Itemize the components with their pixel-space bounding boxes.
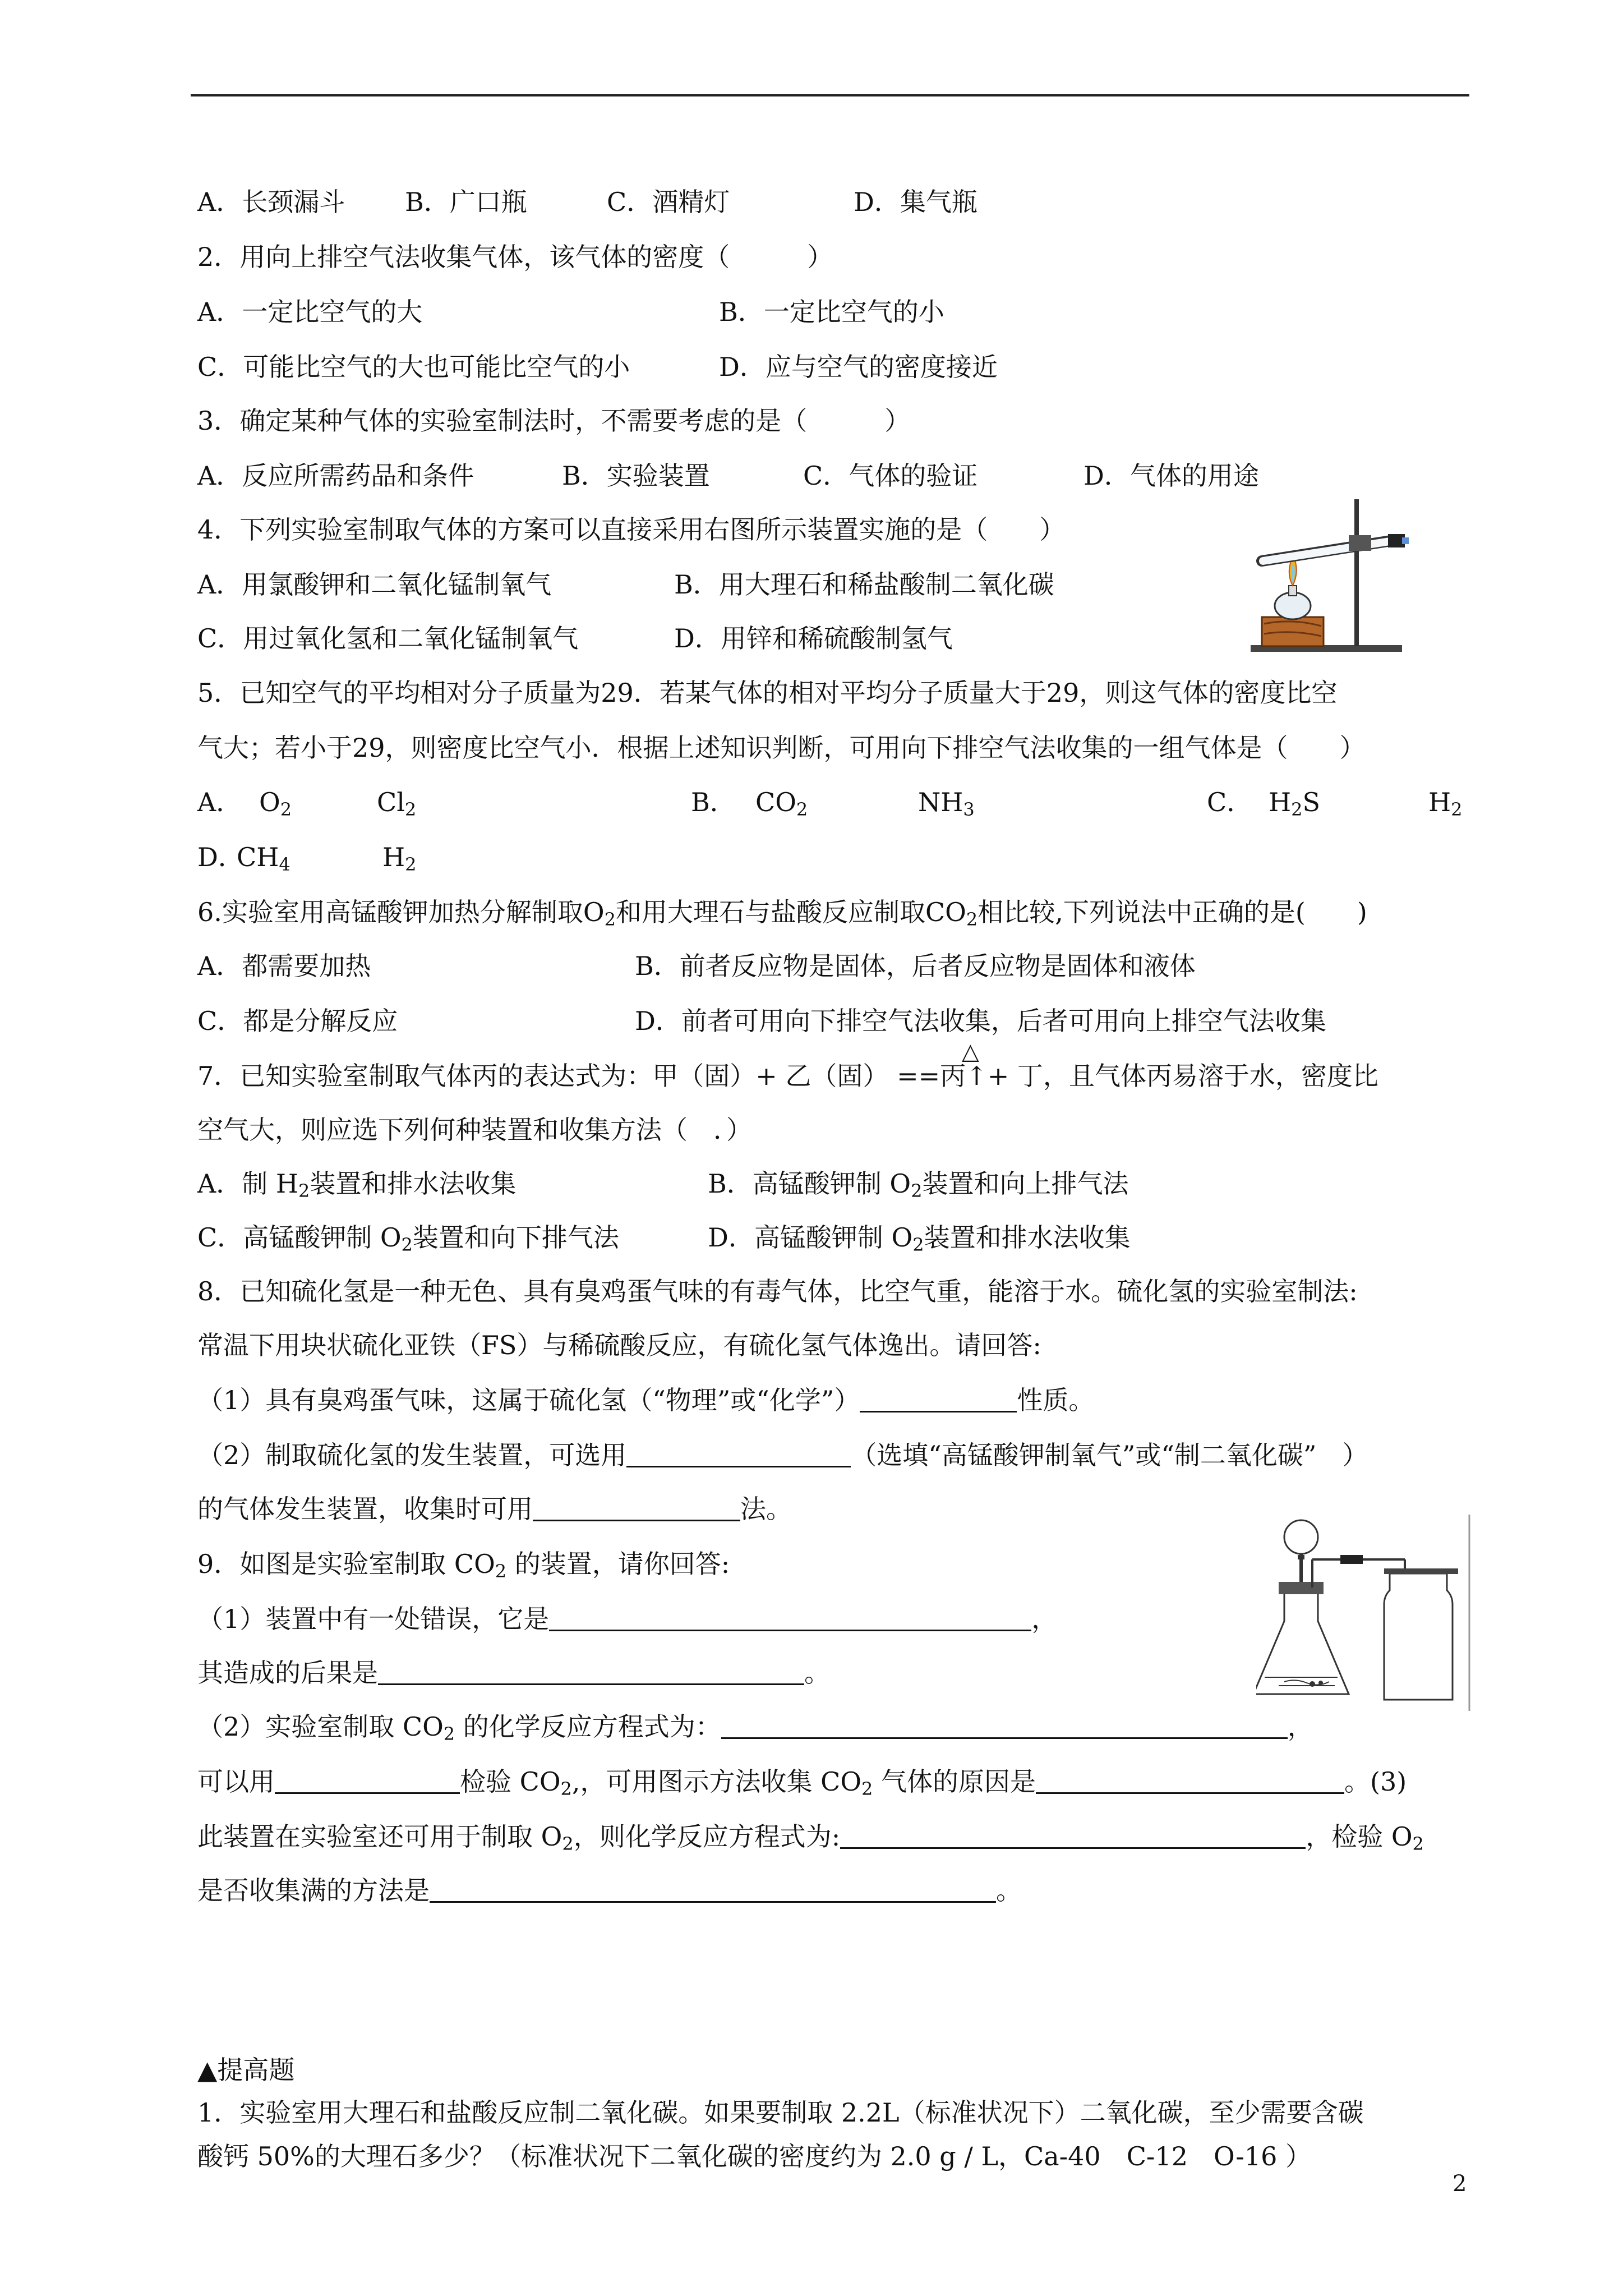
q3-option-a: A．反应所需药品和条件 [197,461,474,491]
q4-stem: 4．下列实验室制取气体的方案可以直接采用右图所示装置实施的是（ ） [197,514,1066,545]
q3-option-c: C．气体的验证 [803,461,978,491]
q1-option-a: A．长颈漏斗 [197,187,345,217]
q7-option-b: B．高锰酸钾制 $O_2$装置和向上排气法 [708,1168,1129,1202]
q1-option-b: B．广口瓶 [405,187,527,217]
q2-option-a: A．一定比空气的大 [197,297,423,327]
q5-option-a-gas2: $Cl_2$ [377,787,417,820]
q8-line2: 常温下用块状硫化亚铁（FS）与稀硫酸反应，有硫化氢气体逸出。请回答: [197,1330,1041,1360]
q5-line1: 5．已知空气的平均相对分子质量为29．若某气体的相对平均分子质量大于29，则这气体的密度比空 [197,678,1338,708]
q9-part2: （2）实验室制取 $CO_2$ 的化学反应方程式为： ， [197,1711,1313,1745]
q5-option-a-gas1: $O_2$ [259,787,292,820]
q5-option-b-gas1: $CO_2$ [755,787,808,820]
q9-part1-cont: 其造成的后果是 。 [197,1658,830,1688]
q5-option-c-gas1: $H_2S$ [1269,787,1320,820]
q9-part3-blank1[interactable] [840,1823,1306,1849]
q7-line1: 7．已知实验室制取气体丙的表达式为：甲（固）+ 乙（固） ==丙↑+ 丁，且气体丙易溶于水，密度比 [197,1061,1378,1091]
q5-option-a-label: A． [197,787,242,817]
q4-option-b: B．用大理石和稀盐酸制二氧化碳 [674,569,1054,600]
section-q1-line1: 1．实验室用大理石和盐酸反应制二氧化碳。如果要制取 2.2L（标准状况下）二氧化碳，至少需要含碳 [197,2097,1364,2128]
q2-option-c: C．可能比空气的大也可能比空气的小 [197,352,630,382]
q2-stem: 2．用向上排空气法收集气体，该气体的密度（ ） [197,242,833,272]
q8-part2-cont: 的气体发生装置，收集时可用 法。 [197,1494,792,1524]
q3-stem: 3．确定某种气体的实验室制法时，不需要考虑的是（ ） [197,406,911,436]
section-q1-line2: 酸钙 50%的大理石多少？（标准状况下二氧化碳的密度约为 2.0 g / L，Ca-40 C-12 O-16 ） [197,2141,1312,2171]
q9-part2-cont: 可以用 检验 $CO_2$,，可用图示方法收集 $CO_2$ 气体的原因是 。(3) [197,1766,1407,1800]
q5-option-d-gas1: $CH_4$ [237,842,291,875]
q8-part2-blank1[interactable] [626,1441,851,1467]
q9-part2-blank2[interactable] [275,1768,460,1794]
q4-option-c: C．用过氧化氢和二氧化锰制氧气 [197,623,579,654]
q6-option-b: B．前者反应物是固体，后者反应物是固体和液体 [635,951,1196,981]
q8-part1-blank[interactable] [860,1386,1017,1412]
q6-option-d: D．前者可用向下排空气法收集，后者可用向上排空气法收集 [635,1006,1326,1036]
q7-option-a: A．制 $H_2$装置和排水法收集 [197,1168,517,1202]
q5-option-d-label: D． [197,842,244,872]
q5-option-d-gas2: $H_2$ [382,842,417,875]
q5-option-c-gas2: $H_2$ [1428,787,1463,820]
q5-option-c-label: C． [1207,787,1253,817]
q6-option-c: C．都是分解反应 [197,1006,398,1036]
q3-option-b: B．实验装置 [562,461,710,491]
q5-option-b-gas2: $NH_3$ [918,787,975,820]
page-number: 2 [1453,2171,1467,2197]
section-title: ▲提高题 [197,2055,295,2085]
heating-apparatus-figure [1245,494,1424,656]
q9-part1-blank2[interactable] [378,1659,804,1685]
q6-option-a: A．都需要加热 [197,951,371,981]
q8-part1: （1）具有臭鸡蛋气味，这属于硫化氢（“物理”或“化学”） 性质。 [197,1385,1095,1415]
q5-option-b-label: B． [691,787,736,817]
header-rule [191,94,1469,96]
q9-part1-blank1[interactable] [549,1605,1031,1631]
q1-option-c: C．酒精灯 [607,187,730,217]
q8-part2-blank2[interactable] [533,1495,740,1521]
q9-part1: （1）装置中有一处错误，它是 ， [197,1604,1058,1634]
q6-stem: 6.实验室用高锰酸钾加热分解制取$O_2$和用大理石与盐酸反应制取$CO_2$相比较,下列说法中正确的是( ) [197,897,1367,930]
q2-option-b: B．一定比空气的小 [719,297,944,327]
q9-stem: 9．如图是实验室制取 $CO_2$ 的装置，请你回答: [197,1549,730,1582]
q9-part2-blank3[interactable] [1036,1768,1344,1794]
q2-option-d: D．应与空气的密度接近 [719,352,998,382]
q9-part3-blank2[interactable] [430,1876,996,1903]
q7-option-c: C．高锰酸钾制 $O_2$装置和向下排气法 [197,1222,619,1255]
q4-option-a: A．用氯酸钾和二氧化锰制氧气 [197,569,552,600]
q9-part2-blank1[interactable] [721,1713,1288,1739]
q3-option-d: D．气体的用途 [1083,461,1259,491]
q7-heat-triangle: △ [962,1039,979,1065]
q7-option-d: D．高锰酸钾制 $O_2$装置和排水法收集 [708,1222,1131,1255]
q8-line1: 8．已知硫化氢是一种无色、具有臭鸡蛋气味的有毒气体，比空气重，能溶于水。硫化氢的实验室制法: [197,1276,1358,1306]
q8-part2: （2）制取硫化氢的发生装置，可选用 （选填“高锰酸钾制氧气”或“制二氧化碳” ） [197,1440,1368,1470]
q9-part3: 此装置在实验室还可用于制取 $O_2$，则化学反应方程式为: ，检验 $O_2$ [197,1821,1424,1855]
q9-part3-cont: 是否收集满的方法是 。 [197,1875,1022,1906]
q1-option-d: D．集气瓶 [854,187,978,217]
q4-option-d: D．用锌和稀硫酸制氢气 [674,623,953,654]
q7-line2: 空气大，则应选下列何种装置和收集方法（ ．） [197,1115,752,1145]
q5-line2: 气大；若小于29，则密度比空气小．根据上述知识判断，可用向下排空气法收集的一组气体是（ ） [197,733,1366,763]
co2-apparatus-figure [1256,1515,1475,1717]
